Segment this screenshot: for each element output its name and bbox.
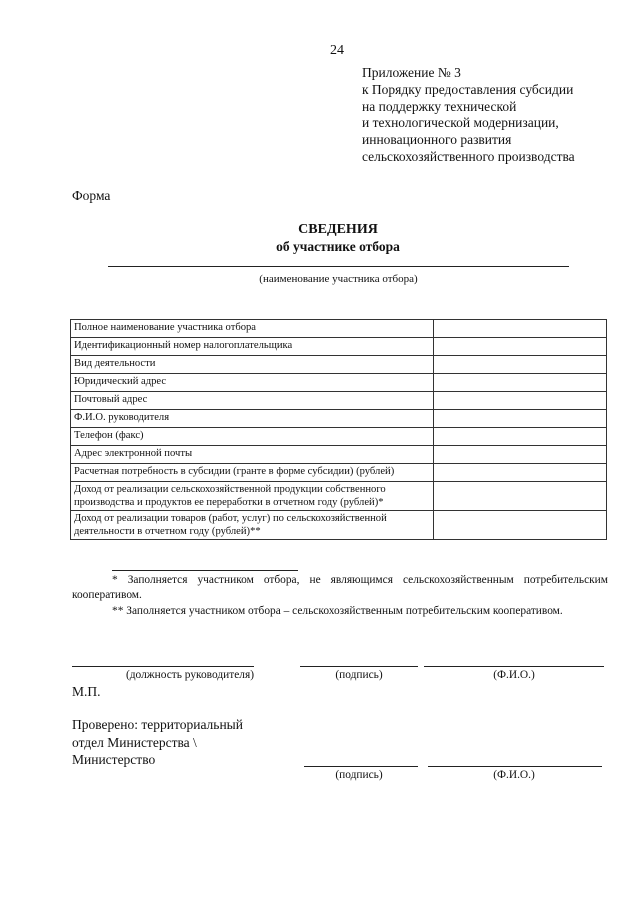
verified-fio-caption: (Ф.И.О.) [493, 769, 535, 781]
page-number: 24 [330, 43, 344, 58]
verified-fio-line[interactable] [428, 766, 602, 767]
table-row [71, 511, 607, 540]
table-row [71, 392, 607, 410]
verified-line: отдел Министерства \ [72, 734, 197, 750]
row-label: Доход от реализации товаров (работ, услуг) по сельскохозяйственной деятельности в отчетном году (рублей)** [71, 511, 434, 540]
verified-line: Проверено: территориальный [72, 717, 243, 732]
row-value-cell[interactable] [434, 511, 607, 540]
table-row [71, 482, 607, 511]
verified-block [72, 716, 243, 769]
verified-signature-caption: (подпись) [335, 769, 383, 781]
appendix-line: к Порядку предоставления субсидии [362, 81, 574, 97]
table-row [71, 446, 607, 464]
row-value-cell[interactable] [434, 338, 607, 356]
row-value-cell[interactable] [434, 428, 607, 446]
participant-name-line[interactable] [108, 266, 569, 267]
row-value-cell[interactable] [434, 356, 607, 374]
appendix-header [362, 65, 575, 166]
row-label: Расчетная потребность в субсидии (гранте в форме субсидии) (рублей) [71, 464, 434, 482]
table-row [71, 356, 607, 374]
row-value-cell[interactable] [434, 320, 607, 338]
row-label: Доход от реализации сельскохозяйственной продукции собственного производства и продуктов ее переработки в отчетном году (рублей)* [71, 482, 434, 511]
appendix-line: на поддержку технической [362, 98, 517, 114]
row-value-cell[interactable] [434, 374, 607, 392]
footnote-1-text: * Заполняется участником отбора, не являющимся сельскохозяйственным потребительским кооперативом. [72, 574, 608, 601]
footnote-2-text: ** Заполняется участником отбора – сельскохозяйственным потребительским кооперативом. [112, 605, 563, 617]
position-line[interactable] [72, 666, 254, 667]
appendix-line: инновационного развития [362, 132, 512, 148]
fio-caption: (Ф.И.О.) [493, 669, 535, 681]
row-label: Телефон (факс) [71, 428, 434, 446]
table-row [71, 428, 607, 446]
row-value-cell[interactable] [434, 410, 607, 428]
document-title: СВЕДЕНИЯ [298, 222, 378, 237]
appendix-line: сельскохозяйственного производства [362, 148, 575, 164]
participant-info-table [70, 319, 607, 540]
appendix-line: Приложение № 3 [362, 65, 461, 80]
footnote-2 [72, 604, 608, 619]
row-label: Полное наименование участника отбора [71, 320, 434, 338]
fio-line[interactable] [424, 666, 604, 667]
table-row [71, 464, 607, 482]
table-row [71, 338, 607, 356]
table-row [71, 320, 607, 338]
row-value-cell[interactable] [434, 392, 607, 410]
table-row [71, 410, 607, 428]
footnote-separator [112, 570, 298, 571]
document-subtitle: об участнике отбора [276, 239, 400, 254]
table-row [71, 374, 607, 392]
row-label: Вид деятельности [71, 356, 434, 374]
row-label: Ф.И.О. руководителя [71, 410, 434, 428]
row-label: Почтовый адрес [71, 392, 434, 410]
participant-name-caption: (наименование участника отбора) [259, 273, 418, 285]
row-value-cell[interactable] [434, 464, 607, 482]
form-label: Форма [72, 188, 111, 203]
verified-signature-line[interactable] [304, 766, 418, 767]
row-label: Идентификационный номер налогоплательщика [71, 338, 434, 356]
row-label: Адрес электронной почты [71, 446, 434, 464]
row-value-cell[interactable] [434, 482, 607, 511]
position-caption: (должность руководителя) [125, 669, 254, 681]
signature-line[interactable] [300, 666, 418, 667]
row-value-cell[interactable] [434, 446, 607, 464]
stamp-label: М.П. [72, 684, 101, 699]
verified-line: Министерство [72, 752, 156, 767]
footnote-1 [72, 573, 608, 603]
appendix-line: и технологической модернизации, [362, 115, 559, 131]
signature-caption: (подпись) [335, 669, 383, 681]
row-label: Юридический адрес [71, 374, 434, 392]
